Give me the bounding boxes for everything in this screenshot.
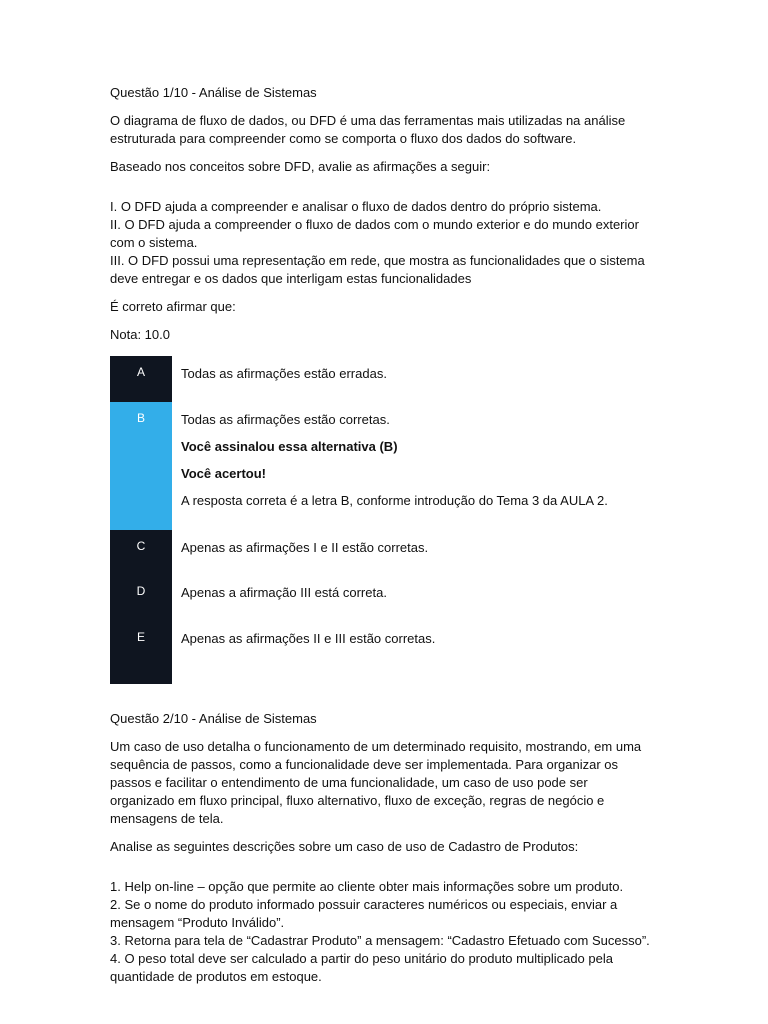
question-1-grade: Nota: 10.0: [110, 327, 170, 342]
statement-3: III. O DFD possui uma representação em rede, que mostra as funcionalidades que o sistema deve entregar e os dados que interligam estas funcionalidades: [110, 253, 645, 286]
option-a[interactable]: [110, 356, 650, 402]
question-1-ask: É correto afirmar que:: [110, 299, 236, 314]
option-letter: D: [110, 575, 172, 621]
option-d[interactable]: [110, 575, 650, 621]
use-case-item-1: 1. Help on-line – opção que permite ao cliente obter mais informações sobre um produto.: [110, 879, 624, 894]
document-page: [110, 84, 650, 986]
option-text: Apenas as afirmações II e III estão corretas.: [181, 631, 436, 646]
statement-2: II. O DFD ajuda a compreender o fluxo de dados com o mundo exterior e do mundo exterior com o sistema.: [110, 217, 639, 250]
option-text: Todas as afirmações estão corretas.: [181, 412, 390, 427]
option-text: Todas as afirmações estão erradas.: [181, 366, 387, 381]
result-message: Você acertou!: [181, 466, 267, 481]
use-case-item-2: 2. Se o nome do produto informado possuir caracteres numéricos ou especiais, enviar a mensagem “Produto Inválido”.: [110, 897, 618, 930]
use-case-item-3: 3. Retorna para tela de “Cadastrar Produto” a mensagem: “Cadastro Efetuado com Sucesso”.: [110, 933, 650, 948]
option-letter: C: [110, 530, 172, 575]
question-2-intro: Um caso de uso detalha o funcionamento de um determinado requisito, mostrando, em uma sequência de passos, como a funcionalidade deve ser implementada. Para organizar os passos e facilitar o entendimento de uma funcionalidade, um caso de uso pode ser organizado em fluxo principal, fluxo alternativo, fluxo de exceção, regras de negócio e mensagens de tela.: [110, 739, 642, 826]
option-text: Apenas as afirmações I e II estão corretas.: [181, 540, 429, 555]
answer-options: [110, 356, 650, 684]
option-e[interactable]: [110, 621, 650, 684]
answer-explanation: A resposta correta é a letra B, conforme introdução do Tema 3 da AULA 2.: [181, 493, 608, 508]
statement-1: I. O DFD ajuda a compreender e analisar o fluxo de dados dentro do próprio sistema.: [110, 199, 602, 214]
option-text: Apenas a afirmação III está correta.: [181, 585, 387, 600]
question-2-items: [110, 878, 650, 986]
selected-message: Você assinalou essa alternativa (B): [181, 439, 398, 454]
question-1-prompt: Baseado nos conceitos sobre DFD, avalie as afirmações a seguir:: [110, 159, 491, 174]
option-b[interactable]: [110, 402, 650, 530]
option-letter: B: [110, 402, 172, 530]
question-1-title: Questão 1/10 - Análise de Sistemas: [110, 85, 317, 100]
option-letter: A: [110, 356, 172, 402]
option-letter: E: [110, 621, 172, 684]
question-1-intro: O diagrama de fluxo de dados, ou DFD é uma das ferramentas mais utilizadas na análise estruturada para compreender como se comporta o fluxo dos dados do software.: [110, 113, 626, 146]
use-case-item-4: 4. O peso total deve ser calculado a partir do peso unitário do produto multiplicado pela quantidade de produtos em estoque.: [110, 951, 613, 984]
question-2: [110, 710, 650, 986]
option-c[interactable]: [110, 530, 650, 575]
question-2-prompt: Analise as seguintes descrições sobre um caso de uso de Cadastro de Produtos:: [110, 839, 579, 854]
question-2-title: Questão 2/10 - Análise de Sistemas: [110, 711, 317, 726]
question-1-statements: [110, 198, 650, 288]
